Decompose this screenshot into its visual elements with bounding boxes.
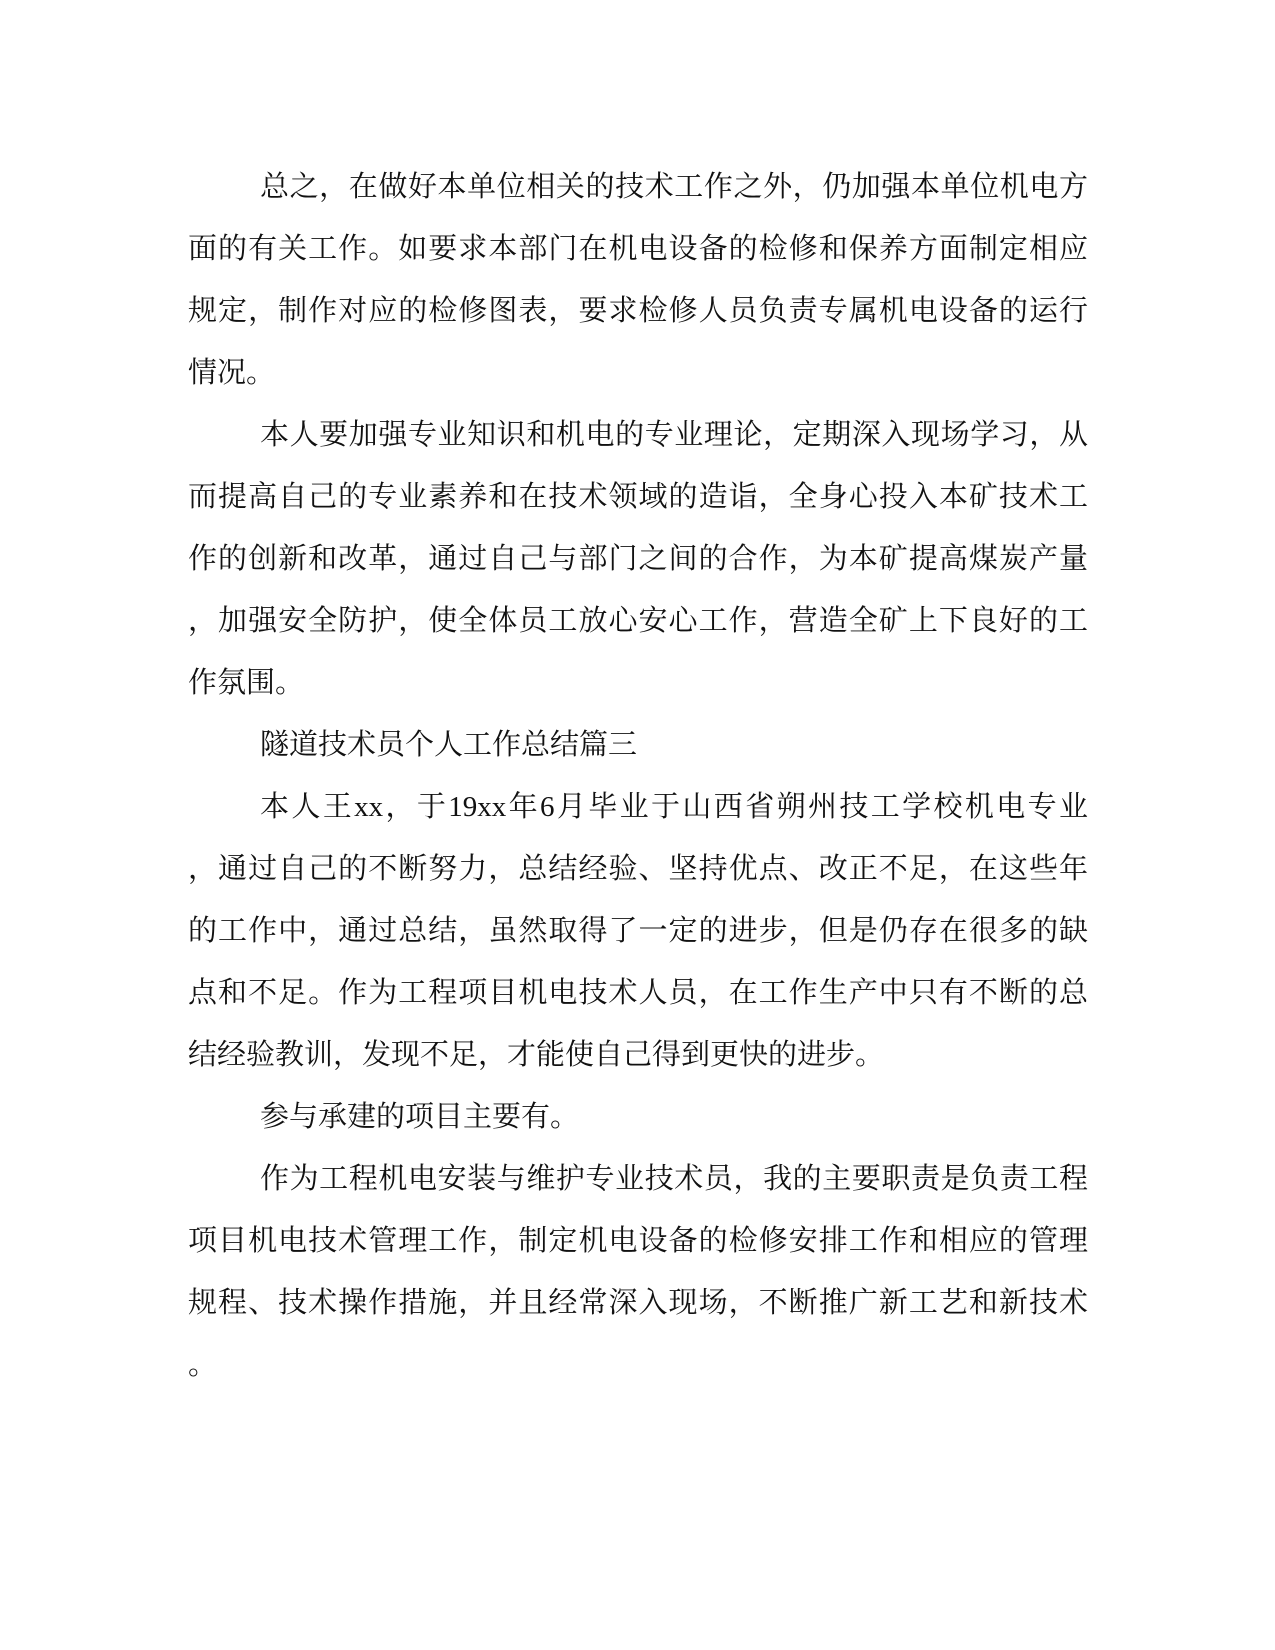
text-line: 作氛围。 <box>188 667 305 699</box>
text-line: 本人要加强专业知识和机电的专业理论，定期深入现场学习，从 <box>260 419 1088 451</box>
text-line: 作的创新和改革，通过自己与部门之间的合作，为本矿提高煤炭产量 <box>188 543 1088 575</box>
text-line: 总之，在做好本单位相关的技术工作之外，仍加强本单位机电方 <box>260 171 1088 203</box>
text-line: 项目机电技术管理工作，制定机电设备的检修安排工作和相应的管理 <box>188 1225 1088 1257</box>
text-line: 规定，制作对应的检修图表，要求检修人员负责专属机电设备的运行 <box>188 295 1088 327</box>
document-body <box>188 156 1088 1396</box>
section-heading: 隧道技术员个人工作总结篇三 <box>260 729 638 761</box>
text-line: ，通过自己的不断努力，总结经验、坚持优点、改正不足，在这些年 <box>188 853 1088 885</box>
text-line: 点和不足。作为工程项目机电技术人员，在工作生产中只有不断的总 <box>188 977 1088 1009</box>
text-line: 作为工程机电安装与维护专业技术员，我的主要职责是负责工程 <box>260 1163 1088 1195</box>
text-line: 结经验教训，发现不足，才能使自己得到更快的进步。 <box>188 1039 885 1071</box>
text-line: 面的有关工作。如要求本部门在机电设备的检修和保养方面制定相应 <box>188 233 1088 265</box>
text-line: 的工作中，通过总结，虽然取得了一定的进步，但是仍存在很多的缺 <box>188 915 1088 947</box>
text-line: 规程、技术操作措施，并且经常深入现场，不断推广新工艺和新技术 <box>188 1287 1088 1319</box>
text-line: 参与承建的项目主要有。 <box>260 1101 580 1133</box>
text-line: 。 <box>188 1349 218 1381</box>
text-line: 而提高自己的专业素养和在技术领域的造诣，全身心投入本矿技术工 <box>188 481 1088 513</box>
text-line: ，加强安全防护，使全体员工放心安心工作，营造全矿上下良好的工 <box>188 605 1088 637</box>
text-line: 本人王xx，于19xx年6月毕业于山西省朔州技工学校机电专业 <box>260 791 1088 823</box>
text-line: 情况。 <box>188 357 276 389</box>
